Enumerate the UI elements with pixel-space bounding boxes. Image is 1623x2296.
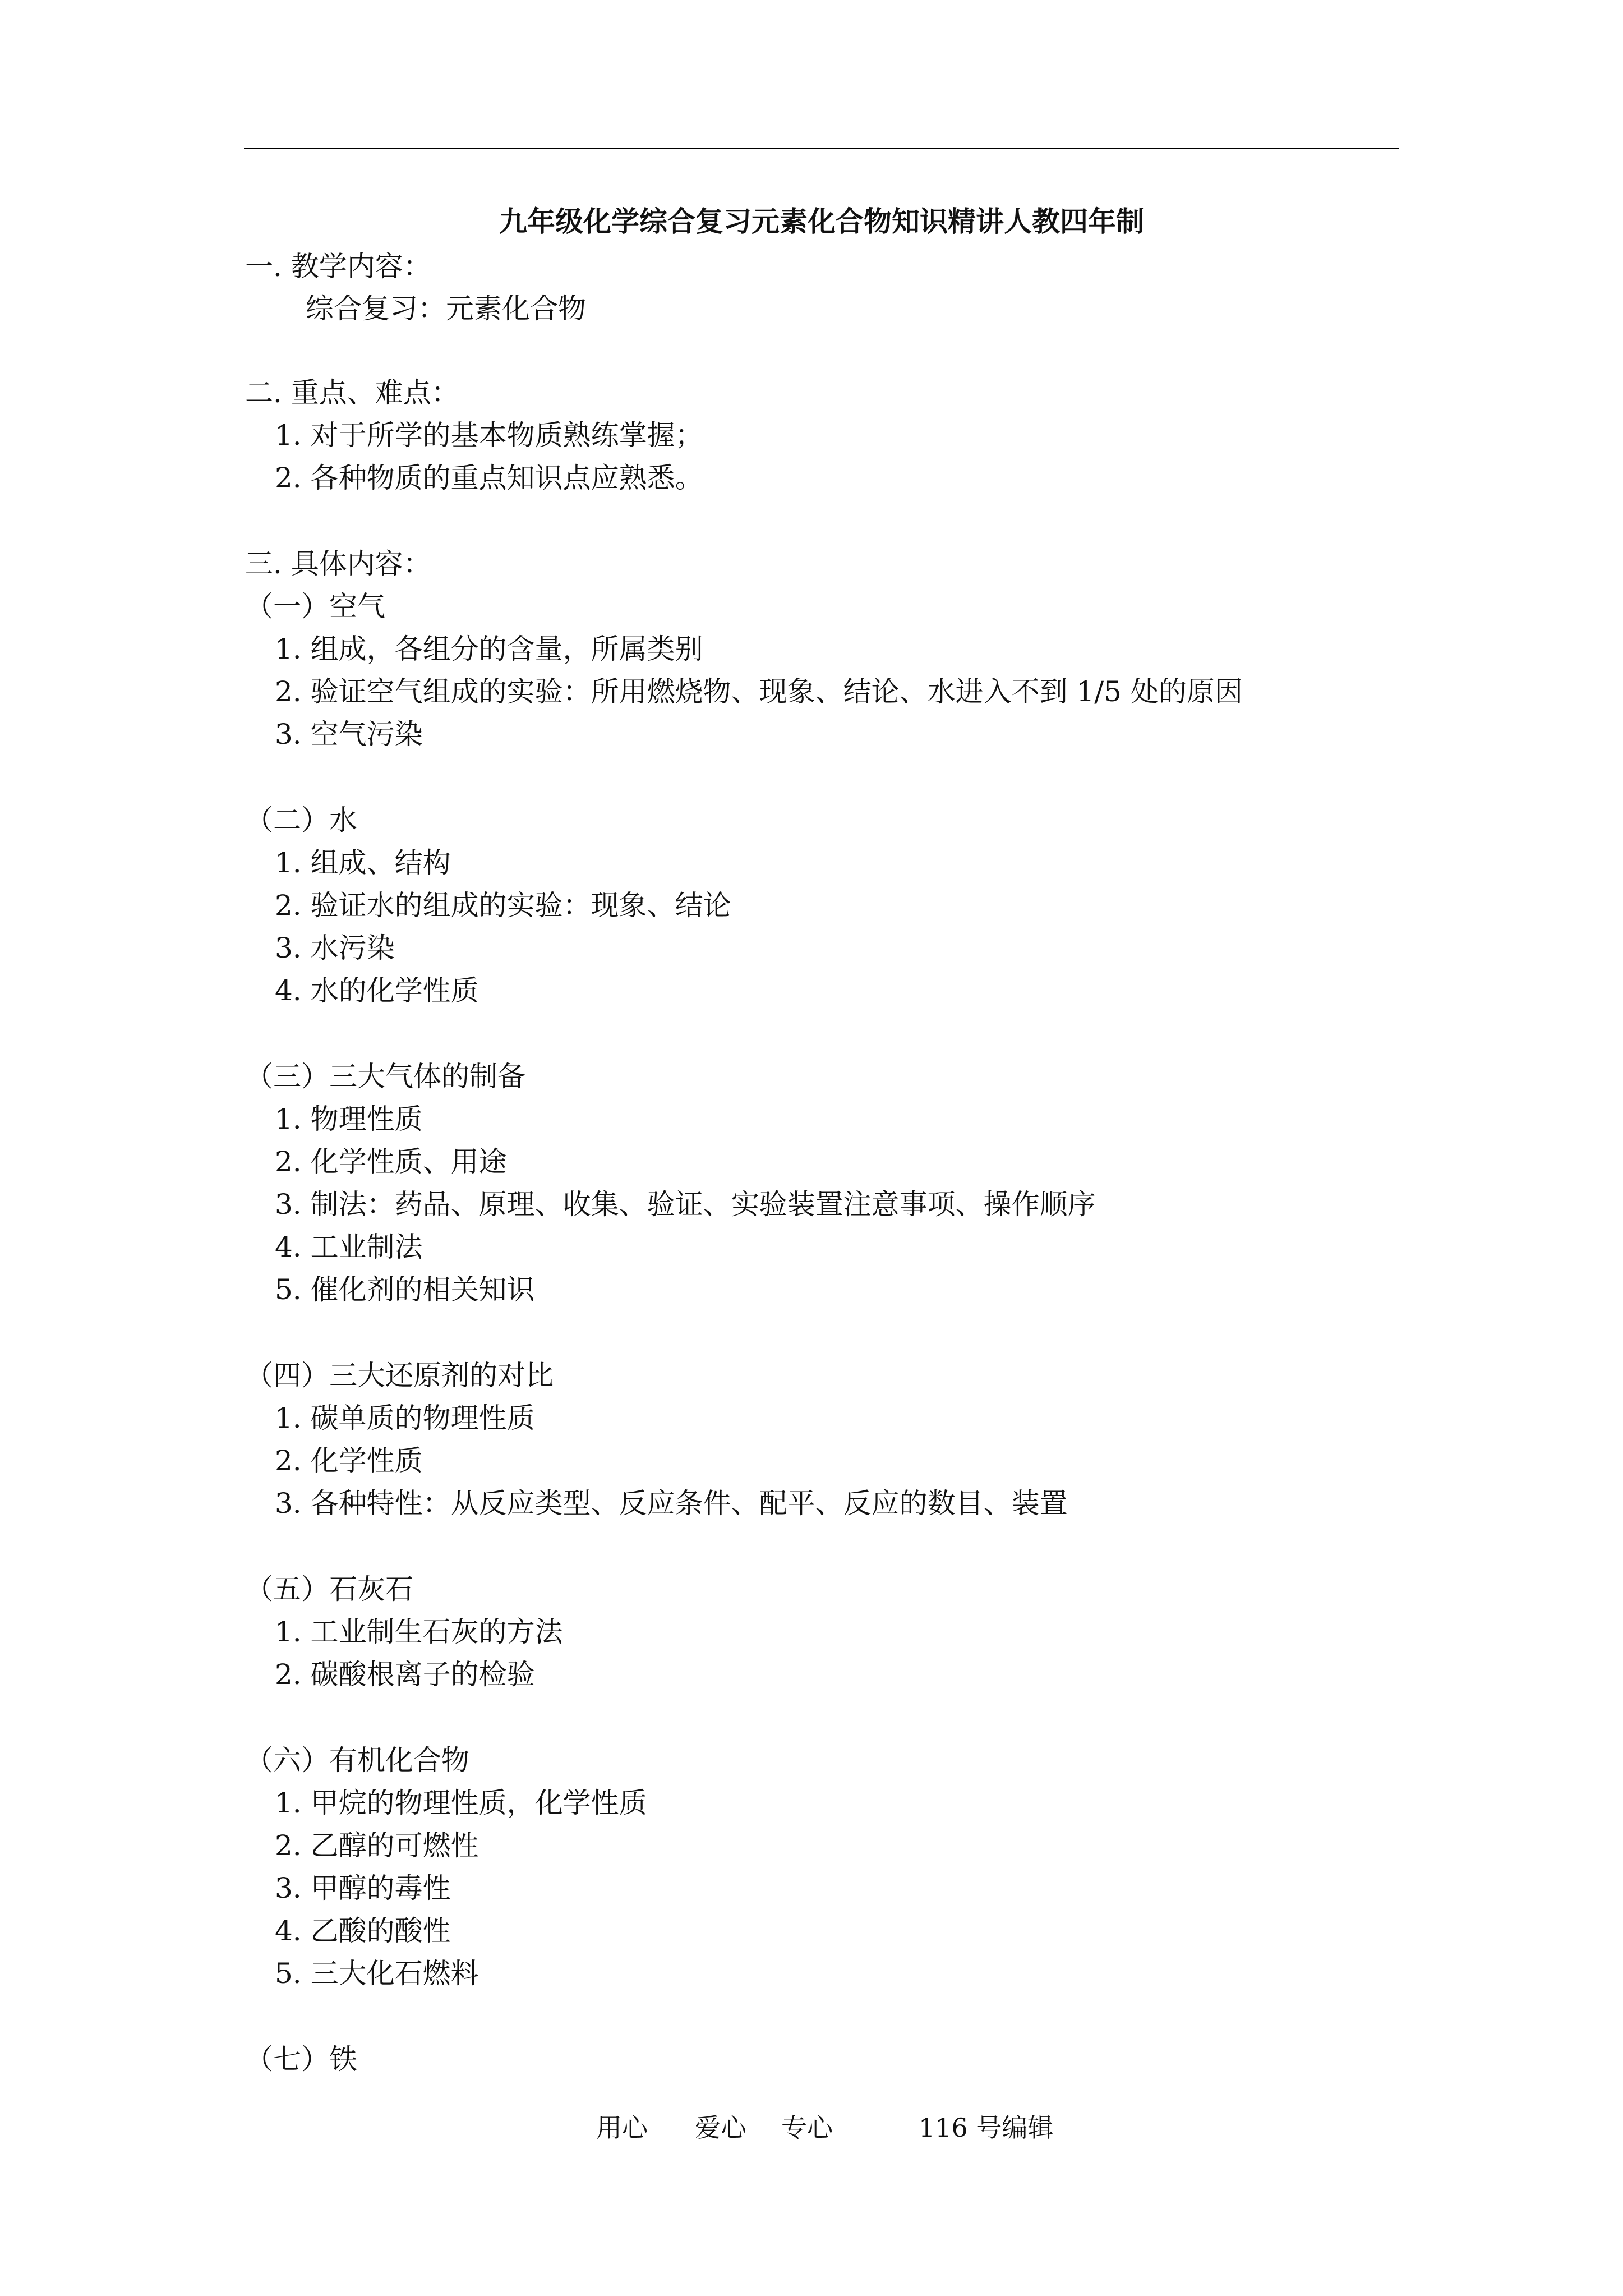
footer-text-aixin: 爱心 <box>695 2113 746 2143</box>
list-item: 4. 水的化学性质 <box>275 974 479 1007</box>
list-item: 1. 甲烷的物理性质，化学性质 <box>275 1787 647 1819</box>
subsection-heading-limestone: （五）石灰石 <box>245 1573 413 1605</box>
section-heading-teaching-content: 一. 教学内容： <box>245 250 431 283</box>
list-item: 2. 化学性质 <box>275 1444 423 1477</box>
list-item: 2. 化学性质、用途 <box>275 1145 507 1178</box>
list-item: 1. 组成，各组分的含量，所属类别 <box>275 633 703 665</box>
list-item: 1. 对于所学的基本物质熟练掌握； <box>275 419 703 452</box>
footer-text-editor: 116 号编辑 <box>919 2113 1054 2143</box>
subsection-heading-reducing-agents: （四）三大还原剂的对比 <box>245 1359 554 1392</box>
subsection-heading-gas-preparation: （三）三大气体的制备 <box>245 1060 525 1093</box>
list-item: 3. 各种特性：从反应类型、反应条件、配平、反应的数目、装置 <box>275 1487 1068 1520</box>
list-item: 2. 验证水的组成的实验：现象、结论 <box>275 889 731 922</box>
footer-text-yongxin: 用心 <box>596 2113 648 2143</box>
list-item: 2. 碳酸根离子的检验 <box>275 1658 535 1691</box>
list-item: 2. 乙醇的可燃性 <box>275 1829 479 1862</box>
page-title: 九年级化学综合复习元素化合物知识精讲人教四年制 <box>499 205 1144 238</box>
list-item: 3. 甲醇的毒性 <box>275 1872 451 1904</box>
list-item: 3. 制法：药品、原理、收集、验证、实验装置注意事项、操作顺序 <box>275 1188 1096 1221</box>
subsection-heading-iron: （七）铁 <box>245 2043 357 2076</box>
section-heading-key-points: 二. 重点、难点： <box>245 376 459 409</box>
list-item: 3. 空气污染 <box>275 718 423 751</box>
list-item: 5. 催化剂的相关知识 <box>275 1273 535 1306</box>
section-body-teaching-content: 综合复习：元素化合物 <box>306 292 586 325</box>
list-item: 2. 验证空气组成的实验：所用燃烧物、现象、结论、水进入不到 1/5 处的原因 <box>275 675 1243 708</box>
list-item: 5. 三大化石燃料 <box>275 1957 479 1990</box>
list-item: 2. 各种物质的重点知识点应熟悉。 <box>275 462 703 494</box>
list-item: 4. 工业制法 <box>275 1231 423 1263</box>
subsection-heading-organic-compounds: （六）有机化合物 <box>245 1744 469 1777</box>
list-item: 1. 组成、结构 <box>275 846 451 879</box>
footer-text-zhuanxin: 专心 <box>781 2113 833 2143</box>
list-item: 1. 工业制生石灰的方法 <box>275 1616 563 1648</box>
list-item: 1. 物理性质 <box>275 1103 423 1135</box>
section-heading-content: 三. 具体内容： <box>245 547 431 580</box>
header-rule <box>244 148 1399 149</box>
list-item: 4. 乙酸的酸性 <box>275 1915 451 1947</box>
subsection-heading-water: （二）水 <box>245 804 357 836</box>
list-item: 1. 碳单质的物理性质 <box>275 1402 535 1434</box>
subsection-heading-air: （一）空气 <box>245 590 385 623</box>
list-item: 3. 水污染 <box>275 932 395 964</box>
